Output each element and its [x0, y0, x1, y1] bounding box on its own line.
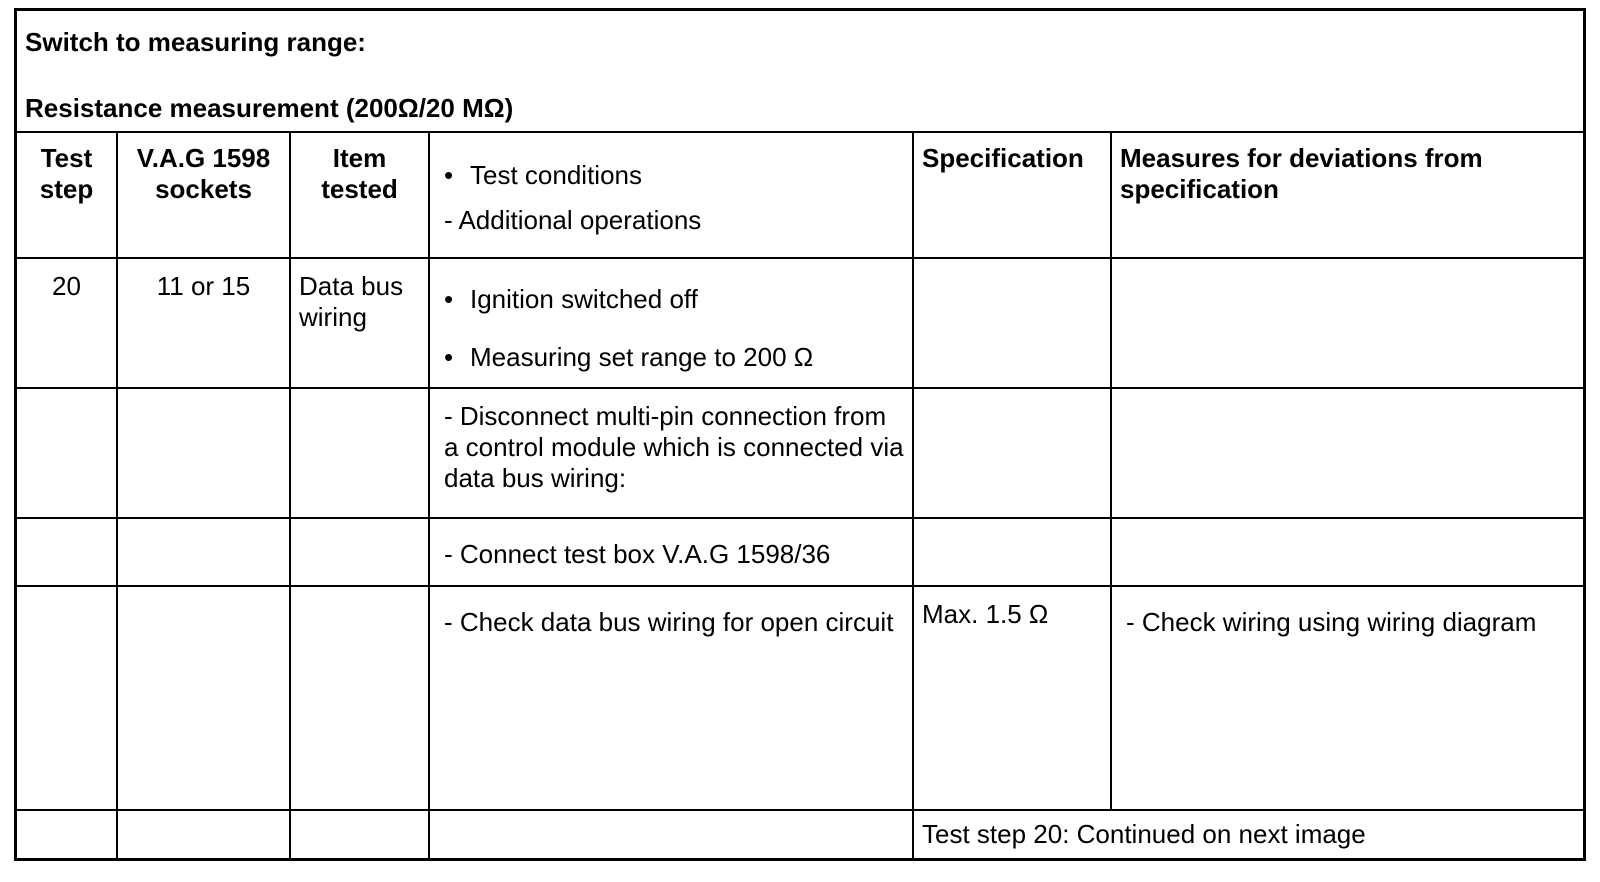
- col-measures: Measures for deviations from specification: [1111, 133, 1583, 258]
- table-row: [17, 518, 1583, 586]
- resistance-measurement-title: Resistance measurement (200Ω/20 MΩ): [25, 93, 514, 123]
- empty-cell: [17, 518, 117, 586]
- empty-cell: [913, 388, 1111, 518]
- bullet-icon: •: [444, 283, 454, 314]
- col-conditions-bullet: Test conditions: [470, 159, 642, 190]
- empty-cell: [117, 586, 290, 810]
- table-row: [17, 388, 1583, 518]
- row-specification-empty: [913, 258, 1111, 388]
- operation-check-wiring: - Check data bus wiring for open circuit: [429, 586, 913, 810]
- empty-cell: [290, 518, 429, 586]
- test-steps-table: [17, 133, 1583, 858]
- empty-cell: [17, 586, 117, 810]
- empty-cell: [17, 388, 117, 518]
- empty-cell: [290, 810, 429, 858]
- col-item-tested: Item tested: [290, 133, 429, 258]
- col-sockets: V.A.G 1598 sockets: [117, 133, 290, 258]
- empty-cell: [117, 810, 290, 858]
- table-row: [17, 258, 1583, 388]
- measuring-range-header: [17, 11, 1583, 133]
- col-conditions: [429, 133, 913, 258]
- test-table-sheet: [14, 8, 1586, 861]
- row-test-step: 20: [17, 258, 117, 388]
- operation-disconnect: - Disconnect multi-pin connection from a control module which is connected via data bus wiring:: [429, 388, 913, 518]
- row-sockets: 11 or 15: [117, 258, 290, 388]
- bullet-icon: •: [444, 341, 454, 372]
- condition-ignition-off: Ignition switched off: [470, 283, 698, 314]
- row-item: Data bus wiring: [290, 258, 429, 388]
- empty-cell: [1111, 518, 1583, 586]
- col-specification: Specification: [913, 133, 1111, 258]
- empty-cell: [117, 518, 290, 586]
- empty-cell: [290, 586, 429, 810]
- col-conditions-sub: - Additional operations: [444, 205, 702, 235]
- empty-cell: [429, 810, 913, 858]
- table-footer-row: [17, 810, 1583, 858]
- switch-range-title: Switch to measuring range:: [25, 27, 366, 57]
- empty-cell: [17, 810, 117, 858]
- row-conditions: [429, 258, 913, 388]
- bullet-icon: •: [444, 159, 454, 190]
- empty-cell: [913, 518, 1111, 586]
- table-row: [17, 586, 1583, 810]
- operation-connect-box: - Connect test box V.A.G 1598/36: [429, 518, 913, 586]
- empty-cell: [290, 388, 429, 518]
- row-measures-empty: [1111, 258, 1583, 388]
- spec-max-resistance: Max. 1.5 Ω: [913, 586, 1111, 810]
- measure-check-diagram: - Check wiring using wiring diagram: [1111, 586, 1583, 810]
- col-test-step: Test step: [17, 133, 117, 258]
- condition-set-range: Measuring set range to 200 Ω: [470, 341, 814, 372]
- empty-cell: [1111, 388, 1583, 518]
- table-header-row: [17, 133, 1583, 258]
- empty-cell: [117, 388, 290, 518]
- continued-note: Test step 20: Continued on next image: [922, 819, 1366, 849]
